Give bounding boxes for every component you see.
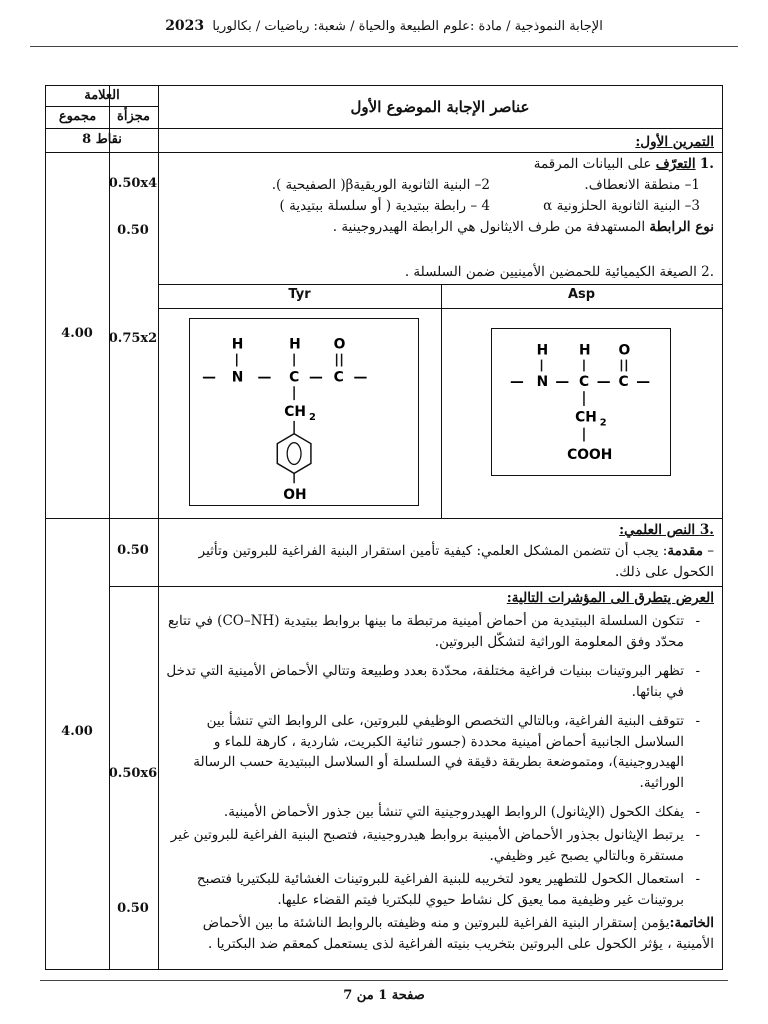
tyr-c2: C (333, 369, 344, 386)
tyr-c1: C (289, 369, 300, 386)
divider-total-partial (109, 86, 110, 969)
q3-intro-rest: : يجب أن تتضمن المشكل العلمي: كيفية تأمين استقرار البنية الفراغية للبروتين وتأثير الكحول على ذلك. (198, 542, 714, 580)
chem-col-asp: Asp (567, 287, 596, 302)
exercise-points: 8 نقاط (82, 132, 122, 147)
page-header (50, 18, 718, 34)
q3-conclusion (164, 913, 714, 955)
tyr-dash-4: — (353, 369, 368, 386)
footer-rule (40, 980, 728, 981)
q3-bullet-5: - يرتبط الإيثانول بجذور الأحماض الأمينية بروابط هيدروجينية، فتصبح البنية الفراغية للبروتين غير مستقرة وبالتالي يصبح غير وظيفي. (164, 825, 700, 867)
q1-title-rest: على البيانات المرقمة (533, 156, 652, 172)
tyr-h2: H (289, 336, 301, 353)
q1-row-2 (164, 196, 714, 217)
rule-section-3 (46, 518, 722, 519)
tyr-dash-3: — (308, 369, 323, 386)
q1-bond-rest: المستهدفة من طرف الايثانول هي الرابطة الهيدروجينية . (332, 218, 646, 235)
q1-title-bold: التعرّف (655, 156, 696, 172)
divider-chem-columns (441, 284, 442, 518)
asp-dash-4: — (636, 374, 651, 391)
q3-bullet-list (164, 611, 714, 911)
q3-intro-block (164, 520, 714, 583)
q3-bullet-1: - تتكون السلسلة الببتيدية من أحماض أمينية مرتبطة ما بينها بروابط ببتيدية (CO–NH) في تتابع محدّد وفق المعلومة الوراثية لتشكّل البروتين. (164, 611, 700, 653)
q3-body-title: العرض يتطرق الى المؤشرات التالية: (506, 590, 714, 606)
header-rule (30, 46, 738, 47)
rule-header-bottom (46, 128, 722, 129)
partial-label: مجزأة (117, 109, 150, 124)
mark-total-2: 4.00 (61, 724, 93, 739)
mark-p5: 0.50x6 (108, 766, 158, 781)
tyr-oh: OH (283, 487, 307, 504)
tyr-structure (189, 318, 419, 506)
asp-c2: C (618, 374, 629, 391)
mark-p1: 0.50x4 (108, 176, 158, 191)
page-footer: صفحة 1 من 7 (343, 988, 425, 1003)
answer-table (45, 85, 723, 970)
tyr-dash-1: — (202, 369, 216, 386)
chem-col-tyr: Tyr (288, 287, 311, 302)
tyr-n: N (231, 369, 244, 386)
q1-title (164, 154, 714, 175)
q1-bond-bold: نوع الرابطة (649, 218, 714, 235)
header-year: 2023 (165, 18, 205, 34)
q1-row-1 (164, 175, 714, 196)
rule-chem-header-bottom (158, 308, 722, 309)
q1-item-1: 1– منطقة الانعطاف. (584, 176, 700, 193)
tyr-o: O (333, 336, 346, 353)
q3-bullet-6: - استعمال الكحول للتطهير يعود لتخريبه للبنية الفراغية للبروتينات الغشائية للبكتيريا فتصبح بروتينات غير وظيفية مما يعيق كل نشاط حيوي للبكتريا فيتم القضاء عليها. (164, 869, 700, 911)
q1-block (164, 154, 714, 238)
table-title: عناصر الإجابة الموضوع الأول (350, 98, 530, 116)
q3-bullet-3: - تتوقف البنية الفراغية، وبالتالي التخصص الوظيفي للبروتين، على الروابط التي تنشأ بين السلاسل الجانبية أحماض أمينية محددة (جسور ثنائية الكبريت، شاردية ، كارهة للماء و الهيدروجينية)، ومتموضعة بطريقة دقيقة في السلسلة أو السلاسل الببتيدية حسب الرسالة الوراثية. (164, 711, 700, 795)
q3-intro: – مقدمة: يجب أن تتضمن المشكل العلمي: كيفية تأمين استقرار البنية الفراغية للبروتين وتأثير الكحول على ذلك. (198, 542, 714, 580)
mark-p6: 0.50 (117, 901, 149, 916)
q3-bullet-2: - تظهر البروتينات ببنيات فراغية مختلفة، محدّدة بعدد وطبيعة وتتالي الأحماض الأمينية التي تدخل في بنائها. (164, 661, 700, 703)
asp-dash-3: — (596, 374, 611, 391)
q3-title: .3 النص العلمي: (619, 522, 714, 538)
asp-ch-sub: 2 (599, 417, 607, 429)
q3-conclusion-rest: يؤمن إستقرار البنية الفراغية للبروتين و منه وظيفته بالروابط الناشئة ما بين الأحماض الأمينية ، يؤثر الكحول على البروتين بتخريب بنيته الفراغية لذى يستعمل كمعقم ضد البكتريا . (202, 914, 714, 952)
exercise-title: التمرين الأول: (635, 134, 714, 150)
asp-cooh: COOH (567, 447, 613, 464)
header-text: الإجابة النموذجية / مادة :علوم الطبيعة والحياة / شعبة: رياضيات / بكالوريا (212, 19, 603, 34)
asp-h2: H (579, 342, 591, 359)
asp-c1: C (579, 374, 590, 391)
mark-p4: 0.50 (117, 543, 149, 558)
q3-body-block (164, 588, 714, 955)
q3-intro-bold: مقدمة (667, 542, 703, 559)
total-label: مجموع (58, 109, 97, 124)
q1-num: .1 (699, 156, 714, 172)
asp-n: N (536, 374, 549, 391)
q3-bullet-4: - يفكك الكحول (الإيثانول) الروابط الهيدروجينية التي تنشأ بين جذور الأحماض الأمينية. (164, 802, 700, 823)
q2-title: .2 الصيغة الكيميائية للحمضين الأمينيين ضمن السلسلة . (404, 264, 714, 280)
mark-header: العلامة (84, 88, 120, 103)
rule-exercise-row (46, 152, 722, 153)
asp-ch: CH (575, 409, 597, 426)
asp-dash-1: — (509, 374, 524, 391)
rule-intro-bottom (109, 586, 722, 587)
mark-p3: 0.75x2 (108, 331, 158, 346)
mark-p2: 0.50 (117, 223, 149, 238)
q1-bond (164, 217, 714, 238)
q3-conclusion-bold: الخاتمة: (669, 914, 714, 931)
q1-item-4: 4 – رابطة ببتيدية ( أو سلسلة ببتيدية ) (279, 197, 490, 214)
rule-chem-header-top (158, 284, 722, 285)
tyr-h1: H (231, 336, 244, 353)
tyr-dash-2: — (257, 369, 272, 386)
q1-item-2: 2– البنية الثانوية الوريقيةβ( الصفيحية ). (271, 176, 490, 193)
asp-h1: H (536, 342, 549, 359)
q1-item-3: 3– البنية الثانوية الحلزونية α (543, 197, 700, 214)
tyr-ch: CH (284, 403, 306, 420)
asp-structure (491, 328, 671, 476)
mark-total-1: 4.00 (61, 326, 93, 341)
asp-o: O (618, 342, 631, 359)
tyr-ch-sub: 2 (308, 411, 316, 423)
asp-dash-2: — (555, 374, 570, 391)
rule-mark-subheader (46, 106, 158, 107)
divider-partial-content (158, 86, 159, 969)
